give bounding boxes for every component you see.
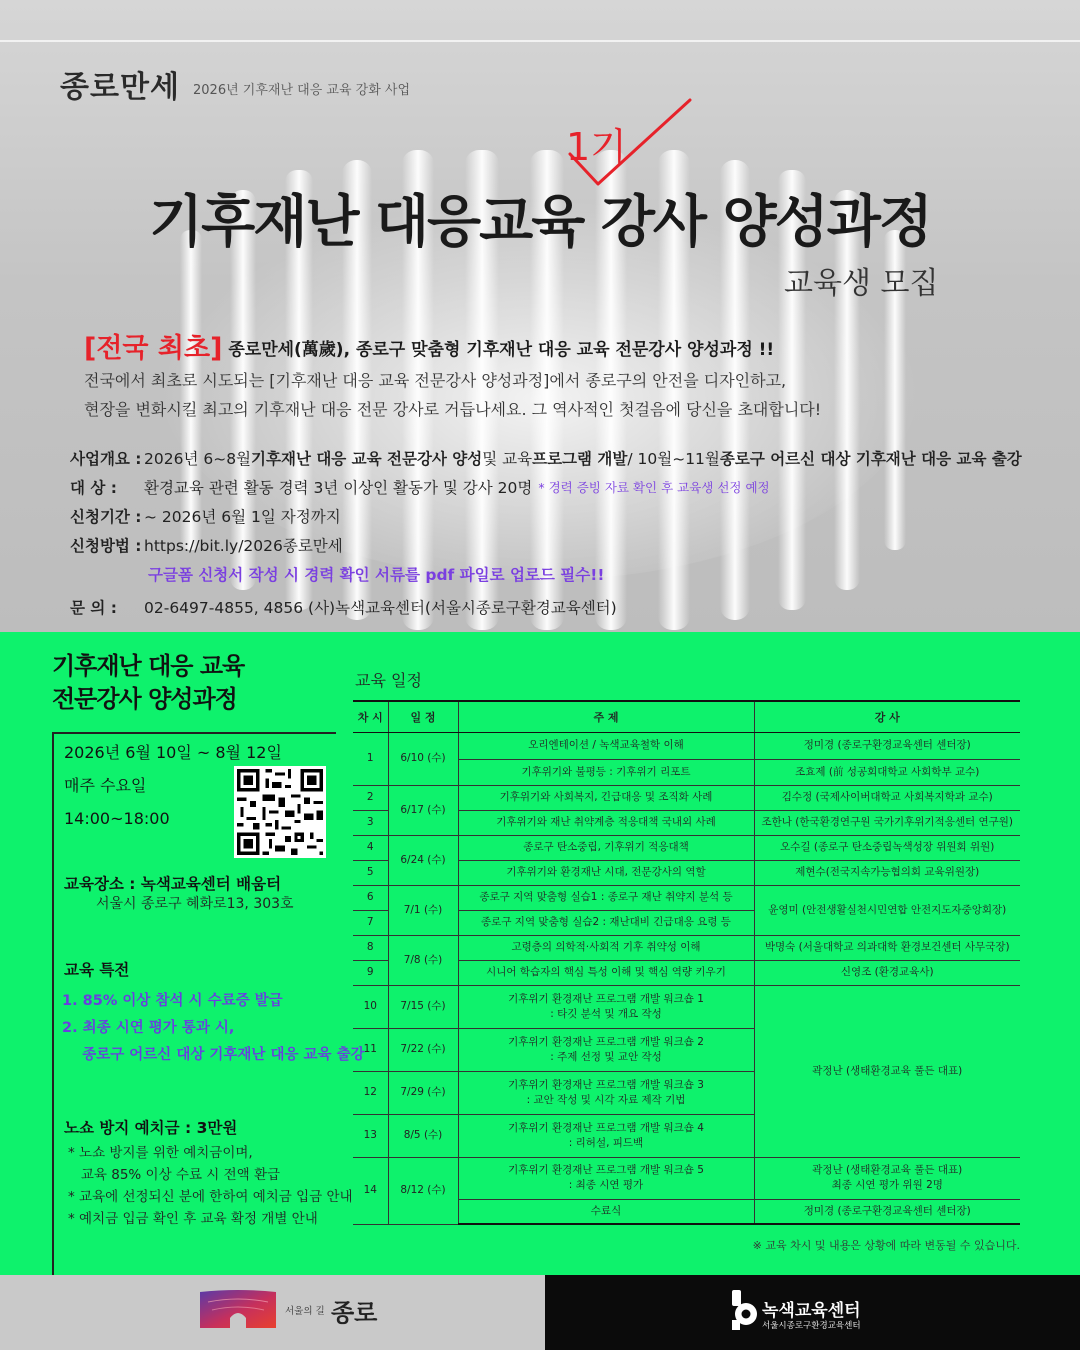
lecturer-line: 최종 시연 평가 위원 2명 (831, 1179, 943, 1191)
topic-line: 기후위기 환경재난 프로그램 개발 워크숍 2 (508, 1035, 704, 1048)
upload-notice: 구글폼 신청서 작성 시 경력 확인 서류를 pdf 파일로 업로드 필수!! (148, 565, 605, 584)
course-title-line: 전문강사 양성과정 (52, 685, 237, 713)
session-topic (458, 1028, 754, 1071)
divider (52, 732, 54, 1275)
session-date: 8/5 (수) (388, 1114, 458, 1157)
course-title (52, 650, 244, 716)
top-divider (0, 40, 1080, 42)
session-number: 3 (353, 810, 388, 835)
session-number: 8 (353, 935, 388, 960)
apply-link[interactable]: https://bit.ly/2026종로만세 (144, 536, 343, 555)
qr-code-icon[interactable] (234, 766, 326, 858)
brand-logo: 종로만세 (60, 70, 180, 105)
jongno-slogan: 서울의 길 (285, 1306, 325, 1317)
info-label: 신청기간 : (70, 507, 142, 526)
info-label: 사업개요 : (70, 449, 142, 468)
lecturer-line: 곽정난 (생태환경교육 풀든 대표) (812, 1164, 963, 1176)
session-lecturer: 제현수(전국지속가능협의회 교육위원장) (754, 860, 1020, 885)
session-topic: 시니어 학습자의 핵심 특성 이해 및 핵심 역량 키우기 (458, 960, 754, 985)
session-lecturer: 조효제 (前 성공회대학교 사회학부 교수) (754, 759, 1020, 785)
session-topic: 종로구 지역 맞춤형 실습1 : 종로구 재난 취약지 분석 등 (458, 885, 754, 910)
session-lecturer: 정미경 (종로구환경교육센터 센터장) (754, 1199, 1020, 1224)
divider (52, 732, 336, 734)
course-address: 서울시 종로구 혜화로13, 303호 (96, 896, 294, 912)
info-bold: 기후재난 대응 교육 전문강사 양성 (251, 449, 483, 468)
green-center-logo-icon (732, 1290, 758, 1330)
course-time: 14:00~18:00 (64, 809, 170, 828)
topic-line: 기후위기 환경재난 프로그램 개발 워크숍 1 (508, 992, 704, 1005)
session-lecturer (754, 1157, 1020, 1199)
session-date: 7/22 (수) (388, 1028, 458, 1071)
center-subname: 서울시종로구환경교육센터 (762, 1321, 861, 1331)
session-topic: 종로구 탄소중립, 기후위기 적응대책 (458, 835, 754, 860)
benefit-item: 종로구 어르신 대상 기후재난 대응 교육 출강 (62, 1047, 365, 1063)
column-header: 강 사 (754, 701, 1020, 732)
session-lecturer: 정미경 (종로구환경교육센터 센터장) (754, 732, 1020, 759)
info-method (70, 530, 1022, 559)
info-contact (70, 592, 1022, 621)
jongno-gate-icon (200, 1288, 276, 1328)
session-number: 9 (353, 960, 388, 985)
session-lecturer: 조한나 (한국환경연구원 국가기후위기적응센터 연구원) (754, 810, 1020, 835)
checkmark-icon (560, 92, 700, 192)
schedule-heading: 교육 일정 (355, 671, 422, 690)
table-row (353, 1157, 1020, 1199)
recruit-subtitle: 교육생 모집 (784, 266, 939, 301)
topic-line: : 교안 작성 및 시각 자료 제작 기법 (526, 1093, 686, 1106)
table-row (353, 885, 1020, 910)
topic-line: 기후위기 환경재난 프로그램 개발 워크숍 3 (508, 1078, 704, 1091)
topic-line: : 타깃 분석 및 개요 작성 (550, 1007, 662, 1020)
session-topic: 기후위기와 환경재난 시대, 전문강사의 역할 (458, 860, 754, 885)
session-topic (458, 1114, 754, 1157)
info-text: ~ 2026년 6월 1일 자정까지 (144, 507, 341, 526)
session-date: 7/15 (수) (388, 985, 458, 1028)
session-date: 6/24 (수) (388, 835, 458, 885)
session-lecturer: 신영조 (환경교육사) (754, 960, 1020, 985)
benefit-list (62, 988, 365, 1069)
session-number: 11 (353, 1028, 388, 1071)
info-text: 환경교육 관련 활동 경력 3년 이상인 활동가 및 강사 20명 (144, 478, 533, 497)
session-number: 5 (353, 860, 388, 885)
session-number: 4 (353, 835, 388, 860)
column-header: 차 시 (353, 701, 388, 732)
course-place: 교육장소 : 녹색교육센터 배움터 (64, 875, 282, 893)
table-row (353, 835, 1020, 860)
info-text: 및 교육 (482, 449, 533, 468)
column-header: 일 정 (388, 701, 458, 732)
course-title-line: 기후재난 대응 교육 (52, 652, 245, 680)
session-lecturer: 곽정난 (생태환경교육 풀든 대표) (754, 985, 1020, 1157)
lead-sentence (84, 326, 774, 365)
session-number: 6 (353, 885, 388, 910)
topic-line: : 리허설, 피드백 (568, 1136, 644, 1149)
session-date: 7/1 (수) (388, 885, 458, 935)
session-topic: 기후위기와 재난 취약계층 적응대책 국내외 사례 (458, 810, 754, 835)
session-date: 6/17 (수) (388, 785, 458, 835)
column-header: 주 제 (458, 701, 754, 732)
session-lecturer: 오수길 (종로구 탄소중립녹색성장 위원회 위원) (754, 835, 1020, 860)
session-lecturer: 윤영미 (안전생활실천시민연합 안전지도자중앙회장) (754, 885, 1020, 935)
topic-line: 기후위기 환경재난 프로그램 개발 워크숍 4 (508, 1121, 704, 1134)
session-date: 6/10 (수) (388, 732, 458, 785)
session-lecturer: 박명숙 (서울대학교 의과대학 환경보건센터 사무국장) (754, 935, 1020, 960)
info-label: 대 상 : (70, 478, 117, 497)
info-note: * 경력 증빙 자료 확인 후 교육생 선정 예정 (538, 479, 770, 495)
session-topic: 고령층의 의학적·사회적 기후 취약성 이해 (458, 935, 754, 960)
course-dates: 2026년 6월 10일 ~ 8월 12일 (64, 743, 282, 762)
table-row (353, 935, 1020, 960)
table-header-row (353, 701, 1020, 732)
info-label: 신청방법 : (70, 536, 142, 555)
deposit-notes: * 노쇼 방지를 위한 예치금이며, 교육 85% 이상 수료 시 전액 환급 * 교육에 선정되신 분에 한하여 예치금 입금 안내 * 예치금 입금 확인 후 교육 확정 개별 안내 (68, 1145, 353, 1227)
page-title: 기후재난 대응교육 강사 양성과정 (149, 190, 931, 255)
info-text: / 10월~11월 (627, 449, 720, 468)
info-text: 02-6497-4855, 4856 (사)녹색교육센터(서울시종로구환경교육센터) (144, 598, 617, 617)
project-name: 2026년 기후재난 대응 교육 강화 사업 (193, 83, 410, 98)
session-topic: 수료식 (458, 1199, 754, 1224)
info-list (70, 443, 1022, 621)
info-period (70, 501, 1022, 530)
jongno-logo-text: 종로 (331, 1298, 378, 1327)
session-number: 2 (353, 785, 388, 810)
center-name: 녹색교육센터 (762, 1301, 861, 1321)
info-text: 2026년 6~8월 (144, 449, 252, 468)
session-number: 1 (353, 732, 388, 785)
info-overview (70, 443, 1022, 472)
session-lecturer: 김수정 (국제사이버대학교 사회복지학과 교수) (754, 785, 1020, 810)
schedule-table (353, 700, 1020, 1225)
course-weekday: 매주 수요일 (64, 776, 147, 795)
info-bold: 종로구 어르신 대상 기후재난 대응 교육 출강 (719, 449, 1022, 468)
topic-line: : 주제 선정 및 교안 작성 (550, 1050, 662, 1063)
table-row (353, 985, 1020, 1028)
benefit-item: 2. 최종 시연 평가 통과 시, (62, 1020, 235, 1036)
session-number: 7 (353, 910, 388, 935)
session-topic: 기후위기와 사회복지, 긴급대응 및 조직화 사례 (458, 785, 754, 810)
info-bold: 프로그램 개발 (532, 449, 628, 468)
table-row (353, 732, 1020, 759)
topic-line: : 최종 시연 평가 (568, 1179, 644, 1191)
lead-text: 종로만세(萬歲), 종로구 맞춤형 기후재난 대응 교육 전문강사 양성과정 !! (228, 340, 775, 360)
session-date: 7/29 (수) (388, 1071, 458, 1114)
generation-label: 1기 (566, 125, 627, 169)
topic-line: 기후위기 환경재난 프로그램 개발 워크숍 5 (508, 1164, 704, 1176)
intro-paragraph (84, 366, 821, 424)
session-number: 10 (353, 985, 388, 1028)
session-number: 12 (353, 1071, 388, 1114)
session-number: 13 (353, 1114, 388, 1157)
session-topic: 기후위기와 불평등 : 기후위기 리포트 (458, 759, 754, 785)
session-date: 7/8 (수) (388, 935, 458, 985)
session-number: 14 (353, 1157, 388, 1224)
table-row (353, 785, 1020, 810)
session-topic (458, 985, 754, 1028)
info-label: 문 의 : (70, 598, 117, 617)
deposit-heading: 노쇼 방지 예치금 : 3만원 (64, 1119, 238, 1137)
info-target (70, 472, 1022, 501)
schedule-note: ※ 교육 차시 및 내용은 상황에 따라 변동될 수 있습니다. (752, 1239, 1020, 1252)
intro-line: 현장을 변화시킬 최고의 기후재난 대응 전문 강사로 거듭나세요. 그 역사적인 첫걸음에 당신을 초대합니다! (84, 400, 822, 419)
benefit-heading: 교육 특전 (64, 961, 130, 979)
first-in-nation-badge: [전국 최초] (84, 333, 223, 364)
info-method-note (70, 559, 1022, 588)
session-topic (458, 1071, 754, 1114)
session-date: 8/12 (수) (388, 1157, 458, 1224)
intro-line: 전국에서 최초로 시도되는 [기후재난 대응 교육 전문강사 양성과정]에서 종로구의 안전을 디자인하고, (84, 371, 787, 390)
session-topic (458, 1157, 754, 1199)
session-topic: 종로구 지역 맞춤형 실습2 : 재난대비 긴급대응 요령 등 (458, 910, 754, 935)
session-topic: 오리엔테이션 / 녹색교육철학 이해 (458, 732, 754, 759)
benefit-item: 1. 85% 이상 참석 시 수료증 발급 (62, 993, 283, 1009)
